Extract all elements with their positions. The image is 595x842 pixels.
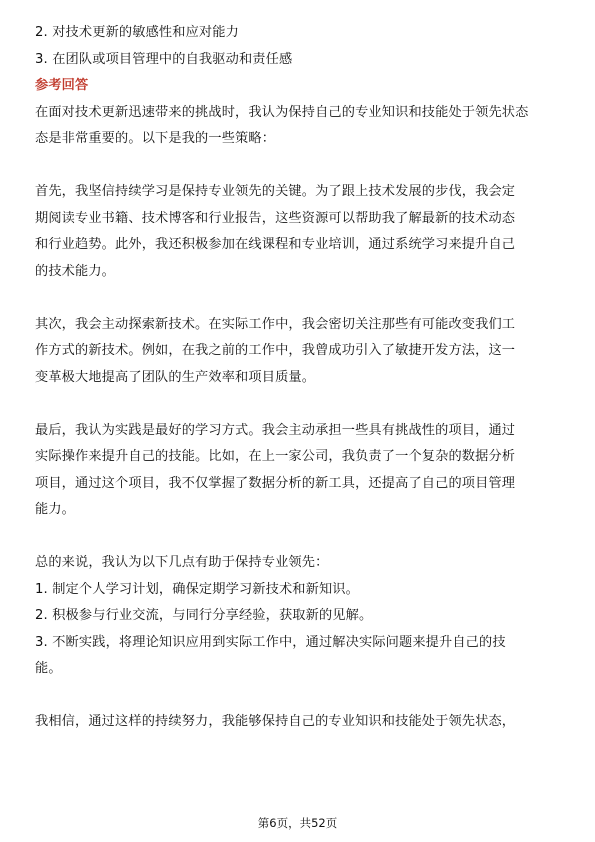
paragraph-summary <box>35 550 563 683</box>
paragraph-line: 作方式的新技术。例如，在我之前的工作中，我曾成功引入了敏捷开发方法，这一 <box>35 343 516 358</box>
paragraph-line: 项目，通过这个项目，我不仅掌握了数据分析的新工具，还提高了自己的项目管理 <box>35 475 516 491</box>
paragraph-first <box>35 179 563 285</box>
paragraph-line: 其次，我会主动探索新技术。在实际工作中，我会密切关注那些有可能改变我们工 <box>35 316 516 332</box>
document-page <box>35 20 563 736</box>
summary-item-3-cont: 能。 <box>35 661 62 676</box>
intro-item-3: 3. 在团队或项目管理中的自我驱动和责任感 <box>35 51 293 67</box>
page-footer: 第6页，共52页 <box>257 816 338 830</box>
paragraph-line: 我相信，通过这样的持续努力，我能够保持自己的专业知识和技能处于领先状态， <box>35 714 516 729</box>
paragraph-intro <box>35 100 563 153</box>
paragraph-second <box>35 312 563 392</box>
paragraph-last <box>35 418 563 524</box>
paragraph-line: 在面对技术更新迅速带来的挑战时，我认为保持自己的专业知识和技能处于领先状态 <box>35 104 529 120</box>
paragraph-line: 和行业趋势。此外，我还积极参加在线课程和专业培训，通过系统学习来提升自己 <box>35 237 516 252</box>
paragraph-line: 的技术能力。 <box>35 263 116 279</box>
intro-item-2: 2. 对技术更新的敏感性和应对能力 <box>35 25 239 40</box>
paragraph-line: 期阅读专业书籍、技术博客和行业报告，这些资源可以帮助我了解最新的技术动态 <box>35 210 516 226</box>
paragraph-line: 变革极大地提高了团队的生产效率和项目质量。 <box>35 369 316 385</box>
paragraph-closing <box>35 709 563 736</box>
paragraph-line: 态是非常重要的。以下是我的一些策略： <box>35 131 276 146</box>
summary-item-2: 2. 积极参与行业交流，与同行分享经验，获取新的见解。 <box>35 608 373 623</box>
paragraph-line: 首先，我坚信持续学习是保持专业领先的关键。为了跟上技术发展的步伐，我会定 <box>35 184 516 199</box>
answer-heading: 参考回答 <box>35 78 89 93</box>
summary-item-1: 1. 制定个人学习计划，确保定期学习新技术和新知识。 <box>35 581 359 597</box>
paragraph-line: 总的来说，我认为以下几点有助于保持专业领先： <box>35 555 329 570</box>
summary-item-3: 3. 不断实践，将理论知识应用到实际工作中，通过解决实际问题来提升自己的技 <box>35 634 506 650</box>
paragraph-line: 实际操作来提升自己的技能。比如，在上一家公司，我负责了一个复杂的数据分析 <box>35 449 516 464</box>
paragraph-line: 能力。 <box>35 502 76 517</box>
paragraph-line: 最后，我认为实践是最好的学习方式。我会主动承担一些具有挑战性的项目，通过 <box>35 422 516 438</box>
